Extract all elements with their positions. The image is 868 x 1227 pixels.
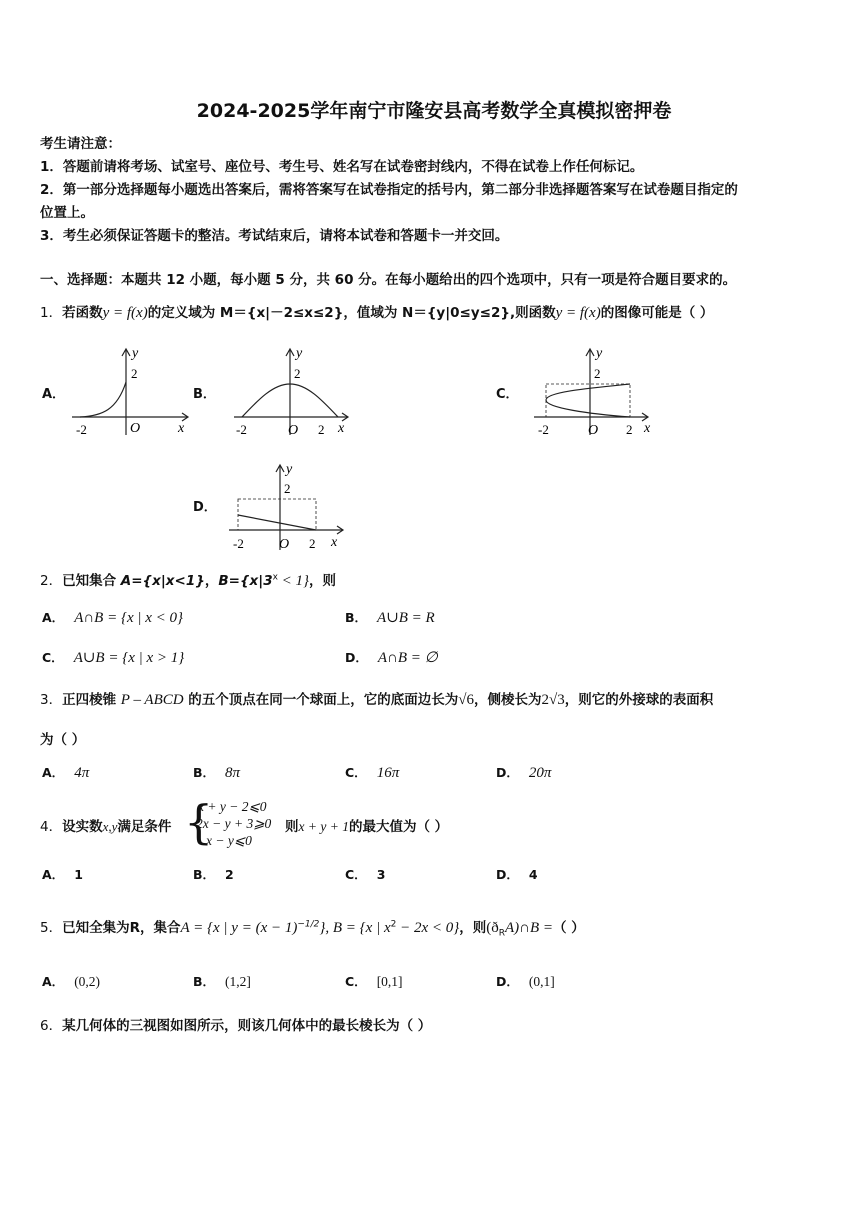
question-number: 2． [40, 573, 63, 589]
origin-label: O [288, 423, 299, 438]
tick-label: 2 [309, 536, 316, 551]
origin-label: O [588, 423, 599, 438]
q4-option-c[interactable]: C． 3 [345, 867, 386, 882]
q4-option-d[interactable]: D． 4 [496, 867, 538, 882]
y-axis-label: y [596, 346, 603, 361]
constraint-3: x − y⩽0 [206, 833, 252, 848]
question-4: 4．设实数x,y满足条件 [40, 819, 172, 835]
graph-a [62, 340, 197, 440]
graph-d-label: D． [193, 500, 217, 515]
q2-option-c[interactable]: C． A∪B = {x | x > 1} [42, 650, 185, 666]
constraint-1: x + y − 2⩽0 [198, 799, 267, 814]
tick-label: 2 [626, 422, 633, 437]
q5-option-a[interactable]: A． (0,2) [42, 974, 101, 989]
notice-heading: 考生请注意： [40, 136, 121, 152]
graph-c-label: C． [496, 387, 519, 402]
tick-label: 2 [318, 422, 325, 437]
section-heading: 一、选择题：本题共 12 小题，每小题 5 分，共 60 分。在每小题给出的四个选项中，只有一项是符合题目要求的。 [40, 272, 737, 288]
tick-label: -2 [236, 422, 247, 437]
question-number: 1． [40, 305, 63, 321]
tick-label: 2 [294, 366, 301, 381]
question-3-cont: 为（ ） [40, 732, 86, 748]
notice-item-1: 1．答题前请将考场、试室号、座位号、考生号、姓名写在试卷密封线内，不得在试卷上作任何标记。 [40, 159, 644, 175]
x-axis-label: x [178, 421, 185, 436]
question-number: 5． [40, 920, 63, 936]
x-axis-label: x [338, 421, 345, 436]
constraint-2: 2x − y + 3⩾0 [196, 816, 272, 831]
x-axis-label: x [644, 421, 651, 436]
q5-option-c[interactable]: C． [0,1] [345, 974, 403, 989]
tick-label: -2 [538, 422, 549, 437]
tick-label: 2 [284, 481, 291, 496]
question-1: 1．若函数y = f(x)的定义域为 M＝{x|－2≤x≤2}，值域为 N＝{y|0≤y≤2},则函数y = f(x)的图像可能是（ ） [40, 305, 714, 321]
graph-d [225, 458, 360, 558]
graph-b-label: B． [193, 387, 216, 402]
q3-option-d[interactable]: D． 20π [496, 765, 552, 781]
q4-option-b[interactable]: B． 2 [193, 867, 234, 882]
origin-label: O [279, 537, 290, 552]
question-5: 5．已知全集为R，集合A = {x | $y = (x - 1)^{-1/2}$}, B = {x | $x^2 - 2x < 0$}，则$(ð_RA)\cap B$ =（ ） [40, 919, 585, 939]
question-6: 6．某几何体的三视图如图所示，则该几何体中的最长棱长为（ ） [40, 1018, 432, 1034]
tick-label: 2 [594, 366, 601, 381]
brace: { [184, 795, 214, 849]
graph-a-label: A． [42, 387, 66, 402]
notice-item-2-cont: 位置上。 [40, 205, 94, 221]
q2-option-a[interactable]: A． A∩B = {x | x < 0} [42, 610, 184, 626]
question-number: 4． [40, 819, 63, 835]
y-axis-label: y [286, 462, 293, 477]
question-2: 2．已知集合 A={x|x<1}，$B=\{x|3^x < 1\}$，则 [40, 572, 337, 589]
q5-option-b[interactable]: B． (1,2] [193, 974, 251, 989]
y-axis-label: y [132, 346, 139, 361]
tick-label: -2 [76, 422, 87, 437]
graph-c [530, 340, 665, 440]
q3-option-a[interactable]: A． 4π [42, 765, 90, 781]
x-axis-label: x [331, 535, 338, 550]
q3-option-b[interactable]: B． 8π [193, 765, 241, 781]
tick-label: 2 [131, 366, 138, 381]
q3-option-c[interactable]: C． 16π [345, 765, 400, 781]
tick-label: -2 [233, 536, 244, 551]
graph-b [228, 340, 363, 440]
q4-option-a[interactable]: A． 1 [42, 867, 83, 882]
q2-option-b[interactable]: B． A∪B = R [345, 610, 435, 626]
q2-option-d[interactable]: D． A∩B = ∅ [345, 650, 438, 666]
page-title: 2024-2025学年南宁市隆安县高考数学全真模拟密押卷 [196, 100, 672, 122]
question-3: 3．正四棱锥 P – ABCD 的五个顶点在同一个球面上，它的底面边长为√6，侧棱长为2√3，则它的外接球的表面积 [40, 692, 714, 708]
question-number: 6． [40, 1018, 63, 1034]
origin-label: O [130, 421, 141, 436]
notice-item-2: 2．第一部分选择题每小题选出答案后，需将答案写在试卷指定的括号内，第二部分非选择题答案写在试卷题目指定的 [40, 182, 738, 198]
q5-option-d[interactable]: D． (0,1] [496, 974, 555, 989]
notice-item-3: 3．考生必须保证答题卡的整洁。考试结束后，请将本试卷和答题卡一并交回。 [40, 228, 509, 244]
y-axis-label: y [296, 346, 303, 361]
question-number: 3． [40, 692, 63, 708]
